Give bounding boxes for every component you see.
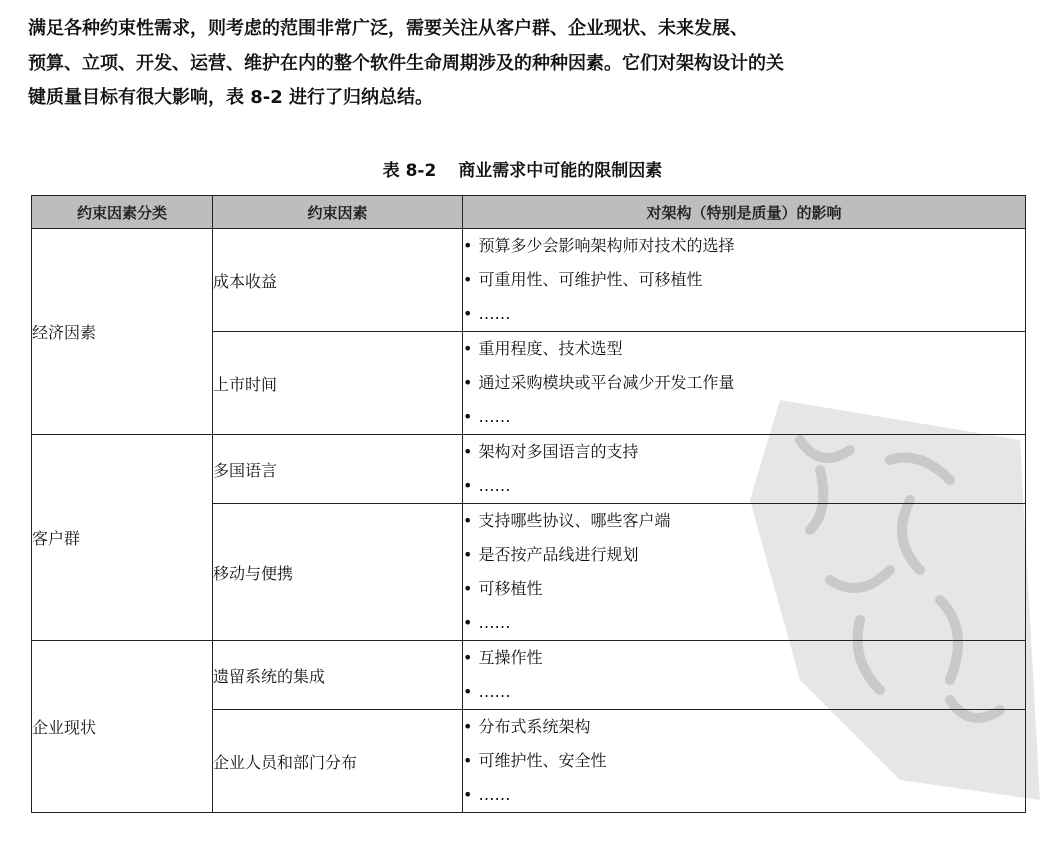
header-category: 约束因素分类 — [32, 196, 213, 229]
impact-cell — [463, 229, 1026, 332]
impact-item: • 可维护性、安全性 — [463, 744, 1025, 778]
impact-item: • …… — [463, 400, 1025, 434]
table-caption-title: 商业需求中可能的限制因素 — [458, 161, 663, 181]
paragraph-line: 满足各种约束性需求，则考虑的范围非常广泛，需要关注从客户群、企业现状、未来发展、 — [28, 18, 748, 39]
intro-paragraph — [28, 12, 1028, 116]
impact-item: • 支持哪些协议、哪些客户端 — [463, 504, 1025, 538]
impact-item: • …… — [463, 778, 1025, 812]
impact-cell — [463, 504, 1026, 641]
impact-item: • 架构对多国语言的支持 — [463, 435, 1025, 469]
table-row — [32, 435, 1026, 504]
factor-cell: 移动与便携 — [213, 504, 463, 641]
category-cell: 经济因素 — [32, 229, 213, 435]
impact-cell — [463, 641, 1026, 710]
impact-item: • 通过采购模块或平台减少开发工作量 — [463, 366, 1025, 400]
category-cell: 客户群 — [32, 435, 213, 641]
factor-cell: 遗留系统的集成 — [213, 641, 463, 710]
impact-item: • 可重用性、可维护性、可移植性 — [463, 263, 1025, 297]
factor-cell: 多国语言 — [213, 435, 463, 504]
factor-cell: 上市时间 — [213, 332, 463, 435]
impact-item: • 可移植性 — [463, 572, 1025, 606]
impact-item: • 互操作性 — [463, 641, 1025, 675]
factor-cell: 企业人员和部门分布 — [213, 710, 463, 813]
category-cell: 企业现状 — [32, 641, 213, 813]
impact-item: • …… — [463, 606, 1025, 640]
table-caption — [0, 156, 1045, 181]
impact-item: • …… — [463, 469, 1025, 503]
impact-item: • 是否按产品线进行规划 — [463, 538, 1025, 572]
impact-item: • 分布式系统架构 — [463, 710, 1025, 744]
header-impact: 对架构（特别是质量）的影响 — [463, 196, 1026, 229]
table-caption-number: 表 8-2 — [382, 161, 437, 181]
impact-cell — [463, 710, 1026, 813]
header-factor: 约束因素 — [213, 196, 463, 229]
factor-cell: 成本收益 — [213, 229, 463, 332]
impact-item: • 重用程度、技术选型 — [463, 332, 1025, 366]
impact-item: • 预算多少会影响架构师对技术的选择 — [463, 229, 1025, 263]
impact-item: • …… — [463, 675, 1025, 709]
impact-cell — [463, 332, 1026, 435]
impact-item: • …… — [463, 297, 1025, 331]
table-header-row — [32, 196, 1026, 229]
paragraph-line: 键质量目标有很大影响，表 8-2 进行了归纳总结。 — [28, 87, 434, 108]
constraints-table — [31, 195, 1026, 813]
paragraph-line: 预算、立项、开发、运营、维护在内的整个软件生命周期涉及的种种因素。它们对架构设计的关 — [28, 52, 784, 74]
table-row — [32, 641, 1026, 710]
impact-cell — [463, 435, 1026, 504]
table-row — [32, 229, 1026, 332]
